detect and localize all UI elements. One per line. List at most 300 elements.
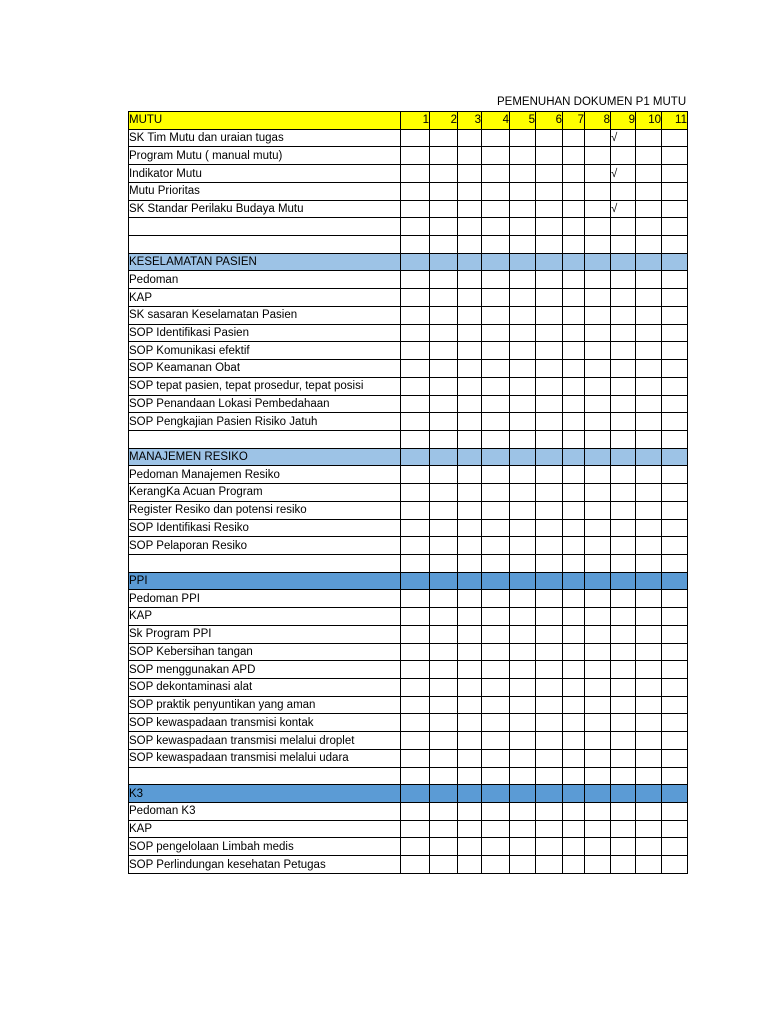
table-cell [510, 643, 536, 661]
table-cell [585, 537, 611, 555]
table-cell [482, 590, 510, 608]
table-cell [510, 324, 536, 342]
table-cell [611, 643, 636, 661]
table-row [129, 377, 688, 395]
row-label: SOP Perlindungan kesehatan Petugas [129, 856, 401, 874]
row-label: KerangKa Acuan Program [129, 484, 401, 502]
table-row [129, 643, 688, 661]
table-cell [482, 554, 510, 572]
table-cell [430, 554, 458, 572]
check-mark: √ [611, 200, 636, 218]
table-cell [585, 430, 611, 448]
table-row [129, 732, 688, 750]
table-row [129, 590, 688, 608]
table-cell [585, 484, 611, 502]
table-cell [401, 643, 430, 661]
table-cell [662, 519, 688, 537]
table-cell [563, 466, 585, 484]
row-label: KAP [129, 820, 401, 838]
table-cell [662, 484, 688, 502]
table-cell [430, 820, 458, 838]
table-cell [482, 820, 510, 838]
table-cell [510, 767, 536, 785]
table-cell [401, 147, 430, 165]
table-cell [430, 714, 458, 732]
row-label: SOP Pelaporan Resiko [129, 537, 401, 555]
table-cell [563, 448, 585, 466]
table-cell [510, 537, 536, 555]
table-cell [636, 679, 662, 697]
table-cell [510, 360, 536, 378]
table-cell [563, 519, 585, 537]
table-cell [585, 590, 611, 608]
table-row [129, 182, 688, 200]
table-cell [662, 856, 688, 874]
check-mark: √ [611, 129, 636, 147]
table-cell [585, 218, 611, 236]
row-label: Mutu Prioritas [129, 182, 401, 200]
table-cell [563, 643, 585, 661]
row-label: SOP Pengkajian Pasien Risiko Jatuh [129, 413, 401, 431]
table-cell [430, 129, 458, 147]
table-cell [510, 625, 536, 643]
table-cell [662, 803, 688, 821]
table-cell [510, 466, 536, 484]
row-label: Indikator Mutu [129, 165, 401, 183]
table-cell [636, 236, 662, 254]
column-header-5: 5 [510, 112, 536, 130]
table-cell [585, 236, 611, 254]
table-cell [482, 803, 510, 821]
table-cell [563, 714, 585, 732]
table-cell [611, 661, 636, 679]
table-body [129, 112, 688, 874]
table-cell [563, 395, 585, 413]
table-cell [401, 608, 430, 626]
table-cell [611, 448, 636, 466]
table-cell [662, 608, 688, 626]
table-cell [611, 395, 636, 413]
table-cell [510, 572, 536, 590]
table-cell [563, 253, 585, 271]
table-cell [636, 501, 662, 519]
table-cell [430, 342, 458, 360]
table-cell [401, 324, 430, 342]
table-cell [401, 466, 430, 484]
table-cell [636, 590, 662, 608]
table-cell [401, 856, 430, 874]
row-label: Pedoman K3 [129, 803, 401, 821]
table-cell [401, 590, 430, 608]
table-cell [585, 519, 611, 537]
table-cell [662, 182, 688, 200]
table-cell [636, 466, 662, 484]
table-cell [458, 767, 482, 785]
table-cell [510, 661, 536, 679]
table-cell [563, 289, 585, 307]
table-cell [536, 803, 563, 821]
table-cell [636, 537, 662, 555]
section-label: K3 [129, 785, 401, 803]
table-cell [611, 324, 636, 342]
table-cell [482, 572, 510, 590]
table-cell [458, 466, 482, 484]
table-cell [458, 803, 482, 821]
table-cell [482, 377, 510, 395]
table-cell [611, 501, 636, 519]
table-cell [563, 572, 585, 590]
table-cell [662, 554, 688, 572]
table-cell [401, 395, 430, 413]
table-cell [430, 306, 458, 324]
table-cell [563, 785, 585, 803]
table-cell [563, 732, 585, 750]
table-cell [401, 182, 430, 200]
table-cell [430, 785, 458, 803]
row-label: SOP menggunakan APD [129, 661, 401, 679]
table-cell [585, 289, 611, 307]
row-label: Program Mutu ( manual mutu) [129, 147, 401, 165]
table-cell [482, 430, 510, 448]
table-cell [482, 484, 510, 502]
table-cell [662, 413, 688, 431]
row-label: KAP [129, 608, 401, 626]
table-cell [611, 838, 636, 856]
table-cell [536, 395, 563, 413]
table-cell [536, 360, 563, 378]
table-cell [482, 182, 510, 200]
table-cell [458, 785, 482, 803]
table-cell [611, 484, 636, 502]
table-cell [401, 838, 430, 856]
table-cell [662, 785, 688, 803]
table-row [129, 165, 688, 183]
table-cell [611, 679, 636, 697]
table-cell [585, 732, 611, 750]
column-header-4: 4 [482, 112, 510, 130]
blank-row [129, 218, 688, 236]
table-cell [430, 253, 458, 271]
section-label: MANAJEMEN RESIKO [129, 448, 401, 466]
table-cell [611, 590, 636, 608]
table-cell [510, 696, 536, 714]
table-cell [401, 749, 430, 767]
table-cell [585, 324, 611, 342]
table-cell [482, 856, 510, 874]
check-mark: √ [611, 165, 636, 183]
table-cell [563, 838, 585, 856]
table-row [129, 200, 688, 218]
table-cell [636, 820, 662, 838]
table-cell [611, 147, 636, 165]
row-label: SOP Penandaan Lokasi Pembedahaan [129, 395, 401, 413]
table-cell [401, 537, 430, 555]
table-cell [611, 554, 636, 572]
table-cell [563, 342, 585, 360]
table-cell [401, 679, 430, 697]
table-cell [611, 537, 636, 555]
table-cell [611, 413, 636, 431]
table-cell [430, 679, 458, 697]
table-cell [458, 448, 482, 466]
table-cell [636, 218, 662, 236]
table-cell [401, 306, 430, 324]
table-cell [536, 413, 563, 431]
table-cell [401, 236, 430, 254]
table-cell [662, 838, 688, 856]
table-cell [430, 767, 458, 785]
row-label: SOP Keamanan Obat [129, 360, 401, 378]
page-title: PEMENUHAN DOKUMEN P1 MUTU [497, 96, 687, 108]
table-cell [482, 324, 510, 342]
table-cell [458, 253, 482, 271]
table-cell [536, 147, 563, 165]
row-label: SOP dekontaminasi alat [129, 679, 401, 697]
header-row [129, 112, 688, 130]
table-cell [636, 377, 662, 395]
table-row [129, 147, 688, 165]
table-cell [536, 785, 563, 803]
table-cell [611, 466, 636, 484]
table-cell [510, 554, 536, 572]
column-header-10: 10 [636, 112, 662, 130]
table-cell [430, 236, 458, 254]
table-cell [458, 572, 482, 590]
section-row [129, 785, 688, 803]
table-cell [662, 129, 688, 147]
table-cell [482, 413, 510, 431]
table-cell [636, 803, 662, 821]
table-cell [458, 342, 482, 360]
table-cell [482, 165, 510, 183]
table-cell [636, 430, 662, 448]
table-cell [401, 413, 430, 431]
table-cell [510, 838, 536, 856]
table-cell [536, 749, 563, 767]
table-cell [482, 785, 510, 803]
table-row [129, 271, 688, 289]
table-cell [510, 395, 536, 413]
table-cell [611, 696, 636, 714]
table-cell [401, 661, 430, 679]
section-label: KESELAMATAN PASIEN [129, 253, 401, 271]
table-cell [662, 590, 688, 608]
table-cell [662, 643, 688, 661]
table-cell [401, 253, 430, 271]
table-cell [401, 377, 430, 395]
table-cell [458, 360, 482, 378]
table-cell [458, 218, 482, 236]
table-cell [636, 749, 662, 767]
row-label: Pedoman PPI [129, 590, 401, 608]
table-cell [510, 714, 536, 732]
table-row [129, 679, 688, 697]
table-cell [611, 572, 636, 590]
table-cell [563, 590, 585, 608]
table-row [129, 324, 688, 342]
row-label: SOP Identifikasi Pasien [129, 324, 401, 342]
table-cell [401, 484, 430, 502]
table-cell [585, 661, 611, 679]
table-cell [510, 519, 536, 537]
column-header-2: 2 [430, 112, 458, 130]
table-cell [563, 856, 585, 874]
table-cell [482, 129, 510, 147]
table-cell [563, 129, 585, 147]
table-cell [458, 324, 482, 342]
table-cell [458, 856, 482, 874]
row-label [129, 767, 401, 785]
table-cell [662, 714, 688, 732]
table-cell [563, 430, 585, 448]
table-cell [563, 820, 585, 838]
table-cell [401, 696, 430, 714]
table-cell [458, 484, 482, 502]
table-cell [458, 608, 482, 626]
table-cell [430, 501, 458, 519]
table-cell [563, 218, 585, 236]
table-cell [563, 679, 585, 697]
table-cell [662, 306, 688, 324]
table-cell [458, 732, 482, 750]
column-header-1: 1 [401, 112, 430, 130]
table-cell [510, 448, 536, 466]
table-cell [585, 501, 611, 519]
table-cell [636, 448, 662, 466]
table-cell [662, 218, 688, 236]
column-header-3: 3 [458, 112, 482, 130]
table-cell [482, 749, 510, 767]
table-cell [585, 165, 611, 183]
table-cell [430, 484, 458, 502]
table-cell [636, 696, 662, 714]
table-cell [536, 306, 563, 324]
table-cell [636, 413, 662, 431]
table-cell [636, 572, 662, 590]
table-cell [430, 856, 458, 874]
table-cell [662, 732, 688, 750]
table-cell [662, 696, 688, 714]
table-cell [585, 767, 611, 785]
table-cell [482, 200, 510, 218]
table-cell [662, 165, 688, 183]
table-cell [636, 342, 662, 360]
table-cell [482, 767, 510, 785]
table-cell [636, 324, 662, 342]
table-cell [636, 767, 662, 785]
table-cell [458, 537, 482, 555]
table-cell [430, 430, 458, 448]
table-cell [430, 377, 458, 395]
table-cell [662, 501, 688, 519]
blank-row [129, 767, 688, 785]
table-cell [662, 661, 688, 679]
table-cell [611, 519, 636, 537]
table-cell [510, 236, 536, 254]
table-cell [510, 218, 536, 236]
table-cell [636, 732, 662, 750]
row-label: SK Standar Perilaku Budaya Mutu [129, 200, 401, 218]
table-cell [430, 165, 458, 183]
table-cell [636, 625, 662, 643]
table-cell [536, 767, 563, 785]
table-cell [401, 785, 430, 803]
row-label [129, 218, 401, 236]
table-cell [401, 767, 430, 785]
table-cell [482, 236, 510, 254]
table-cell [662, 430, 688, 448]
table-cell [536, 643, 563, 661]
table-cell [401, 200, 430, 218]
row-label: Register Resiko dan potensi resiko [129, 501, 401, 519]
row-label: SOP pengelolaan Limbah medis [129, 838, 401, 856]
table-cell [401, 129, 430, 147]
table-cell [482, 360, 510, 378]
table-row [129, 608, 688, 626]
table-row [129, 820, 688, 838]
table-cell [536, 182, 563, 200]
table-cell [430, 289, 458, 307]
table-cell [482, 696, 510, 714]
table-row [129, 661, 688, 679]
table-cell [482, 643, 510, 661]
table-cell [510, 182, 536, 200]
table-cell [482, 732, 510, 750]
table-cell [636, 519, 662, 537]
table-cell [611, 625, 636, 643]
table-cell [458, 147, 482, 165]
table-row [129, 360, 688, 378]
table-cell [563, 767, 585, 785]
table-cell [611, 182, 636, 200]
row-label: SOP Identifikasi Resiko [129, 519, 401, 537]
table-cell [611, 732, 636, 750]
table-cell [662, 537, 688, 555]
table-cell [611, 377, 636, 395]
table-cell [458, 625, 482, 643]
table-cell [563, 271, 585, 289]
table-row [129, 838, 688, 856]
section-label: PPI [129, 572, 401, 590]
table-cell [430, 661, 458, 679]
table-cell [510, 856, 536, 874]
table-cell [510, 306, 536, 324]
table-cell [401, 820, 430, 838]
table-cell [430, 395, 458, 413]
table-cell [563, 413, 585, 431]
table-cell [662, 679, 688, 697]
table-cell [401, 501, 430, 519]
table-cell [585, 856, 611, 874]
table-cell [510, 732, 536, 750]
table-cell [510, 803, 536, 821]
table-cell [482, 714, 510, 732]
table-row [129, 306, 688, 324]
table-cell [563, 182, 585, 200]
table-cell [458, 306, 482, 324]
table-cell [458, 679, 482, 697]
table-cell [401, 430, 430, 448]
table-cell [662, 767, 688, 785]
table-cell [458, 129, 482, 147]
table-cell [510, 253, 536, 271]
row-label: SOP Kebersihan tangan [129, 643, 401, 661]
table-cell [536, 519, 563, 537]
section-row [129, 253, 688, 271]
table-cell [563, 554, 585, 572]
row-label: SOP kewaspadaan transmisi melalui droplet [129, 732, 401, 750]
table-row [129, 129, 688, 147]
